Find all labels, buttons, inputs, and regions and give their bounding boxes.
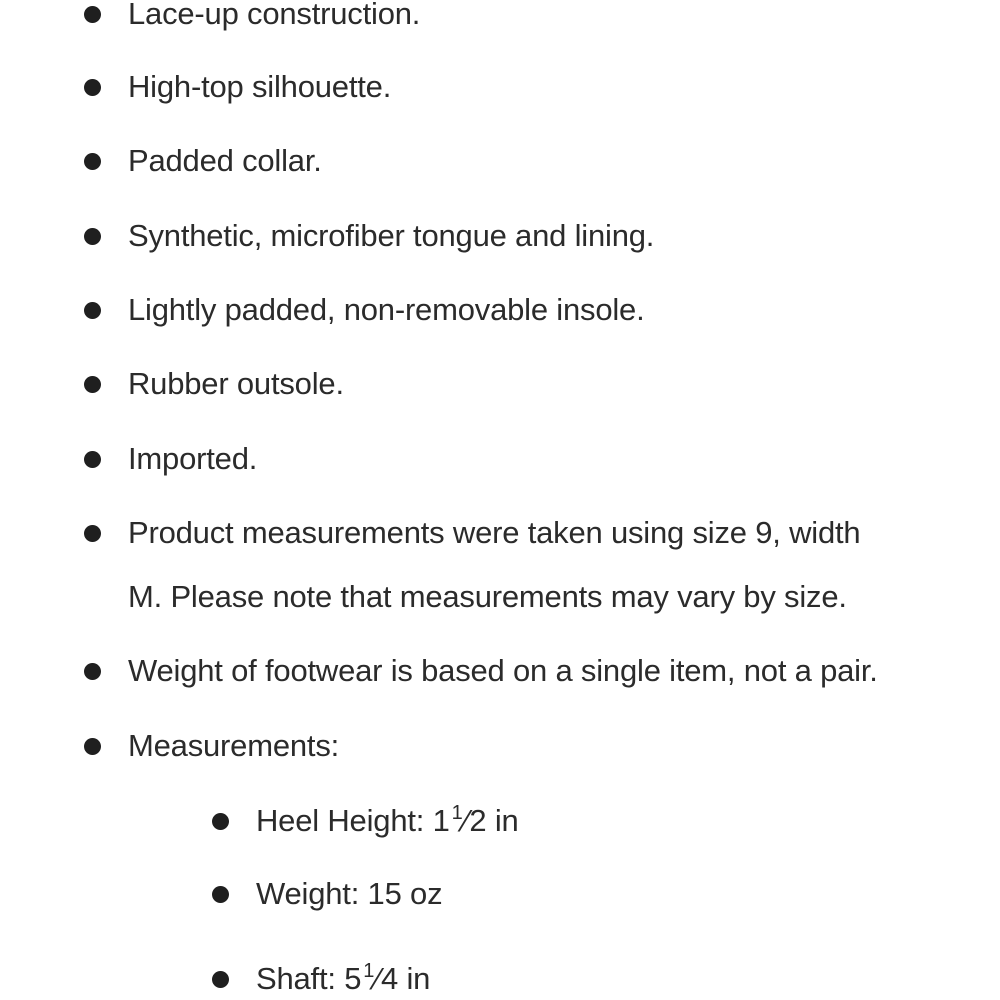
bullet [84,79,101,96]
fraction-slash: ⁄ [375,962,381,997]
bullet [84,6,101,23]
measurement-label: Shaft: 5 [256,961,362,996]
fraction-numerator: 1 [451,802,463,824]
measurement-rest: 4 in [381,961,431,996]
measurement-weight: Weight: 15 oz [256,876,443,911]
bullet [84,525,101,542]
feature-item: Synthetic, microfiber tongue and lining. [128,218,655,253]
bullet [84,376,101,393]
bullet [84,302,101,319]
feature-item-continued: M. Please note that measurements may vary by size. [128,579,847,614]
bullet [212,971,229,988]
feature-item: Imported. [128,441,258,476]
bullet [212,886,229,903]
feature-item: Weight of footwear is based on a single item, not a pair. [128,653,878,688]
feature-item: Product measurements were taken using size 9, width [128,515,861,550]
measurement-heel-height [256,801,519,845]
measurement-rest: 2 in [469,803,519,838]
feature-item: Rubber outsole. [128,366,344,401]
measurement-label: Heel Height: 1 [256,803,450,838]
bullet [84,663,101,680]
bullet [84,738,101,755]
fraction-slash: ⁄ [463,804,469,839]
measurement-shaft [256,959,430,1000]
bullet [84,153,101,170]
bullet [84,228,101,245]
feature-item: Lace-up construction. [128,0,421,31]
feature-item: Lightly padded, non-removable insole. [128,292,645,327]
feature-item: Measurements: [128,728,340,763]
bullet [212,813,229,830]
feature-item: Padded collar. [128,143,322,178]
bullet [84,451,101,468]
feature-item: High-top silhouette. [128,69,392,104]
fraction-numerator: 1 [363,960,375,982]
